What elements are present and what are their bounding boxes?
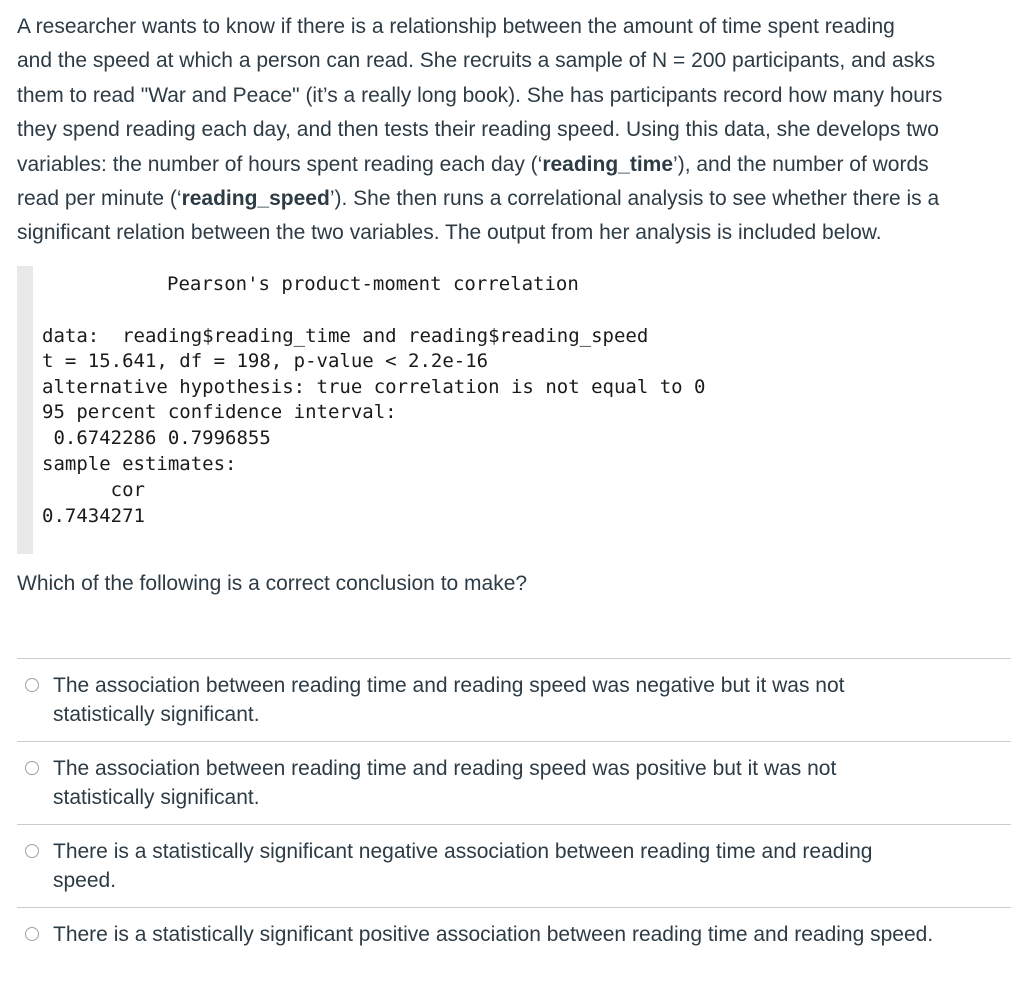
variable-name-reading-speed: reading_speed bbox=[181, 187, 330, 211]
radio-button[interactable] bbox=[25, 927, 39, 941]
question-text-segment: read per minute (‘ bbox=[17, 187, 182, 211]
question-line: they spend reading each day, and then tests their reading speed. Using this data, she develops two bbox=[17, 118, 939, 142]
output-data-line: data: reading$reading_time and reading$reading_speed bbox=[42, 325, 649, 347]
output-alternative-line: alternative hypothesis: true correlation is not equal to 0 bbox=[42, 376, 706, 398]
answer-option[interactable] bbox=[17, 659, 1011, 742]
answer-text: There is a statistically significant positive association between reading time and reading speed. bbox=[53, 923, 934, 946]
question-line bbox=[17, 148, 1007, 182]
question-line bbox=[17, 182, 1007, 216]
question-line: and the speed at which a person can read. She recruits a sample of N = 200 participants, and asks bbox=[17, 49, 936, 73]
answer-text: statistically significant. bbox=[53, 703, 260, 726]
question-line: significant relation between the two variables. The output from her analysis is included below. bbox=[17, 221, 882, 245]
answer-text: There is a statistically significant negative association between reading time and reading bbox=[53, 840, 873, 863]
answer-option[interactable] bbox=[17, 908, 1011, 961]
output-cor-value: 0.7434271 bbox=[42, 505, 145, 527]
output-ci-values: 0.6742286 0.7996855 bbox=[42, 427, 271, 449]
variable-name-reading-time: reading_time bbox=[542, 152, 674, 176]
answer-list bbox=[17, 658, 1011, 961]
answer-text: The association between reading time and reading speed was negative but it was not bbox=[53, 674, 845, 697]
radio-button[interactable] bbox=[25, 844, 39, 858]
answer-option[interactable] bbox=[17, 825, 1011, 908]
answer-text: statistically significant. bbox=[53, 786, 260, 809]
output-cor-label: cor bbox=[42, 479, 145, 501]
answer-option[interactable] bbox=[17, 742, 1011, 825]
answer-text: speed. bbox=[53, 869, 117, 892]
output-estimates-label: sample estimates: bbox=[42, 453, 237, 475]
question-text-segment: ’), and the number of words bbox=[673, 152, 929, 176]
question-text bbox=[17, 10, 1007, 251]
answer-text: The association between reading time and reading speed was positive but it was not bbox=[53, 757, 837, 780]
output-stats-line: t = 15.641, df = 198, p-value < 2.2e-16 bbox=[42, 350, 489, 372]
question-line: A researcher wants to know if there is a relationship between the amount of time spent reading bbox=[17, 15, 895, 38]
question-prompt: Which of the following is a correct conclusion to make? bbox=[17, 572, 528, 595]
radio-button[interactable] bbox=[25, 761, 39, 775]
output-title: Pearson's product-moment correlation bbox=[167, 273, 579, 295]
output-ci-label: 95 percent confidence interval: bbox=[42, 401, 397, 423]
r-output-image bbox=[17, 266, 877, 554]
radio-button[interactable] bbox=[25, 678, 39, 692]
question-line: them to read "War and Peace" (it’s a really long book). She has participants record how many hours bbox=[17, 83, 943, 107]
question-text-segment: ’). She then runs a correlational analysis to see whether there is a bbox=[329, 187, 940, 211]
question-text-segment: variables: the number of hours spent reading each day (‘ bbox=[17, 152, 543, 176]
